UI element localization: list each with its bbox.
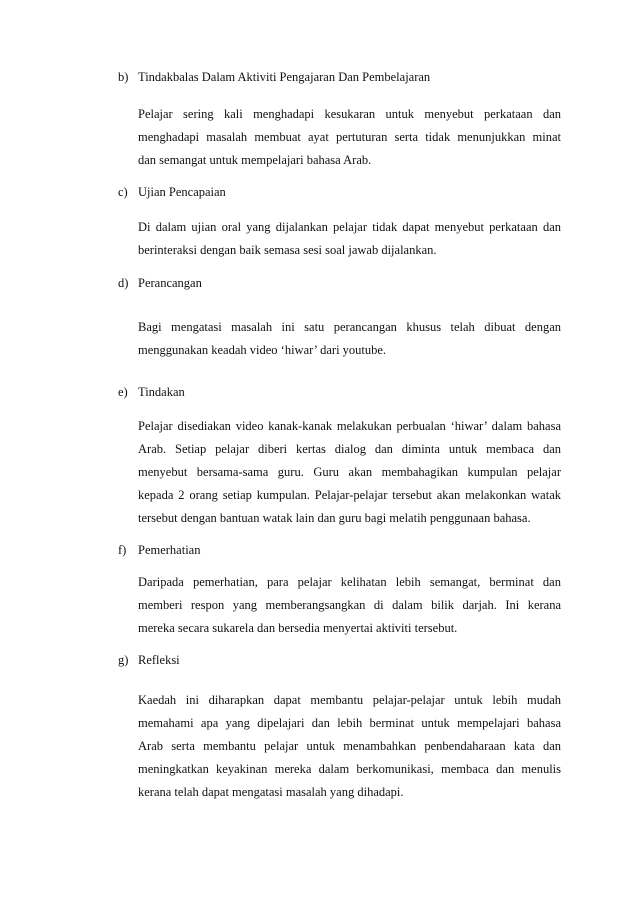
section-label: f) — [118, 543, 127, 557]
section-heading-b — [0, 66, 638, 89]
section-paragraph-g — [138, 689, 561, 804]
section-heading-c — [0, 181, 638, 204]
paragraph-line: Arab serta membantu pelajar untuk menambahkan penbendaharaan kata dan — [138, 739, 561, 753]
paragraph-line: Di dalam ujian oral yang dijalankan pelajar tidak dapat menyebut perkataan dan — [138, 220, 561, 234]
paragraph-line: berinteraksi dengan baik semasa sesi soal jawab dijalankan. — [138, 243, 437, 257]
paragraph-line: Pelajar sering kali menghadapi kesukaran untuk menyebut perkataan dan — [138, 107, 561, 121]
section-title: Tindakan — [138, 385, 185, 399]
section-title: Pemerhatian — [138, 543, 201, 557]
section-paragraph-f — [138, 571, 561, 640]
section-title: Tindakbalas Dalam Aktiviti Pengajaran Dan Pembelajaran — [138, 70, 431, 84]
section-paragraph-e — [138, 415, 561, 530]
paragraph-line: meningkatkan keyakinan mereka dalam berkomunikasi, membaca dan menulis — [138, 762, 561, 776]
paragraph-line: Daripada pemerhatian, para pelajar kelihatan lebih semangat, berminat dan — [138, 575, 561, 589]
section-title: Perancangan — [138, 276, 202, 290]
paragraph-line: Arab. Setiap pelajar diberi kertas dialog dan diminta untuk membaca dan — [138, 442, 561, 456]
paragraph-line: memahami apa yang dipelajari dan lebih berminat untuk mempelajari bahasa — [138, 716, 561, 730]
section-paragraph-b — [138, 103, 561, 172]
paragraph-line: memberi respon yang memberangsangkan di dalam bilik darjah. Ini kerana — [138, 598, 561, 612]
section-label: b) — [118, 70, 129, 84]
section-label: d) — [118, 276, 129, 290]
paragraph-line: dan semangat untuk mempelajari bahasa Arab. — [138, 153, 372, 167]
section-heading-f — [0, 539, 638, 562]
section-heading-d — [0, 272, 638, 295]
paragraph-line: kerana telah dapat mengatasi masalah yang dihadapi. — [138, 785, 404, 799]
section-paragraph-d — [138, 316, 561, 362]
section-heading-g — [0, 649, 638, 672]
paragraph-line: menyebut bersama-sama guru. Guru akan membahagikan kumpulan pelajar — [138, 465, 561, 479]
section-title: Ujian Pencapaian — [138, 185, 226, 199]
section-paragraph-c — [138, 216, 561, 262]
section-label: g) — [118, 653, 129, 667]
paragraph-line: Pelajar disediakan video kanak-kanak melakukan perbualan ‘hiwar’ dalam bahasa — [138, 419, 561, 433]
paragraph-line: Bagi mengatasi masalah ini satu perancangan khusus telah dibuat dengan — [138, 320, 561, 334]
paragraph-line: menggunakan keadah video ‘hiwar’ dari youtube. — [138, 343, 387, 357]
paragraph-line: mereka secara sukarela dan bersedia menyertai aktiviti tersebut. — [138, 621, 458, 635]
paragraph-line: kepada 2 orang setiap kumpulan. Pelajar-pelajar tersebut akan melakonkan watak — [138, 488, 561, 502]
paragraph-line: menghadapi masalah membuat ayat pertuturan serta tidak menunjukkan minat — [138, 130, 561, 144]
paragraph-line: Kaedah ini diharapkan dapat membantu pelajar-pelajar untuk lebih mudah — [138, 693, 561, 707]
paragraph-line: tersebut dengan bantuan watak lain dan guru bagi melatih penggunaan bahasa. — [138, 511, 531, 525]
section-label: c) — [118, 185, 128, 199]
section-heading-e — [0, 381, 638, 404]
section-label: e) — [118, 385, 128, 399]
section-title: Refleksi — [138, 653, 180, 667]
